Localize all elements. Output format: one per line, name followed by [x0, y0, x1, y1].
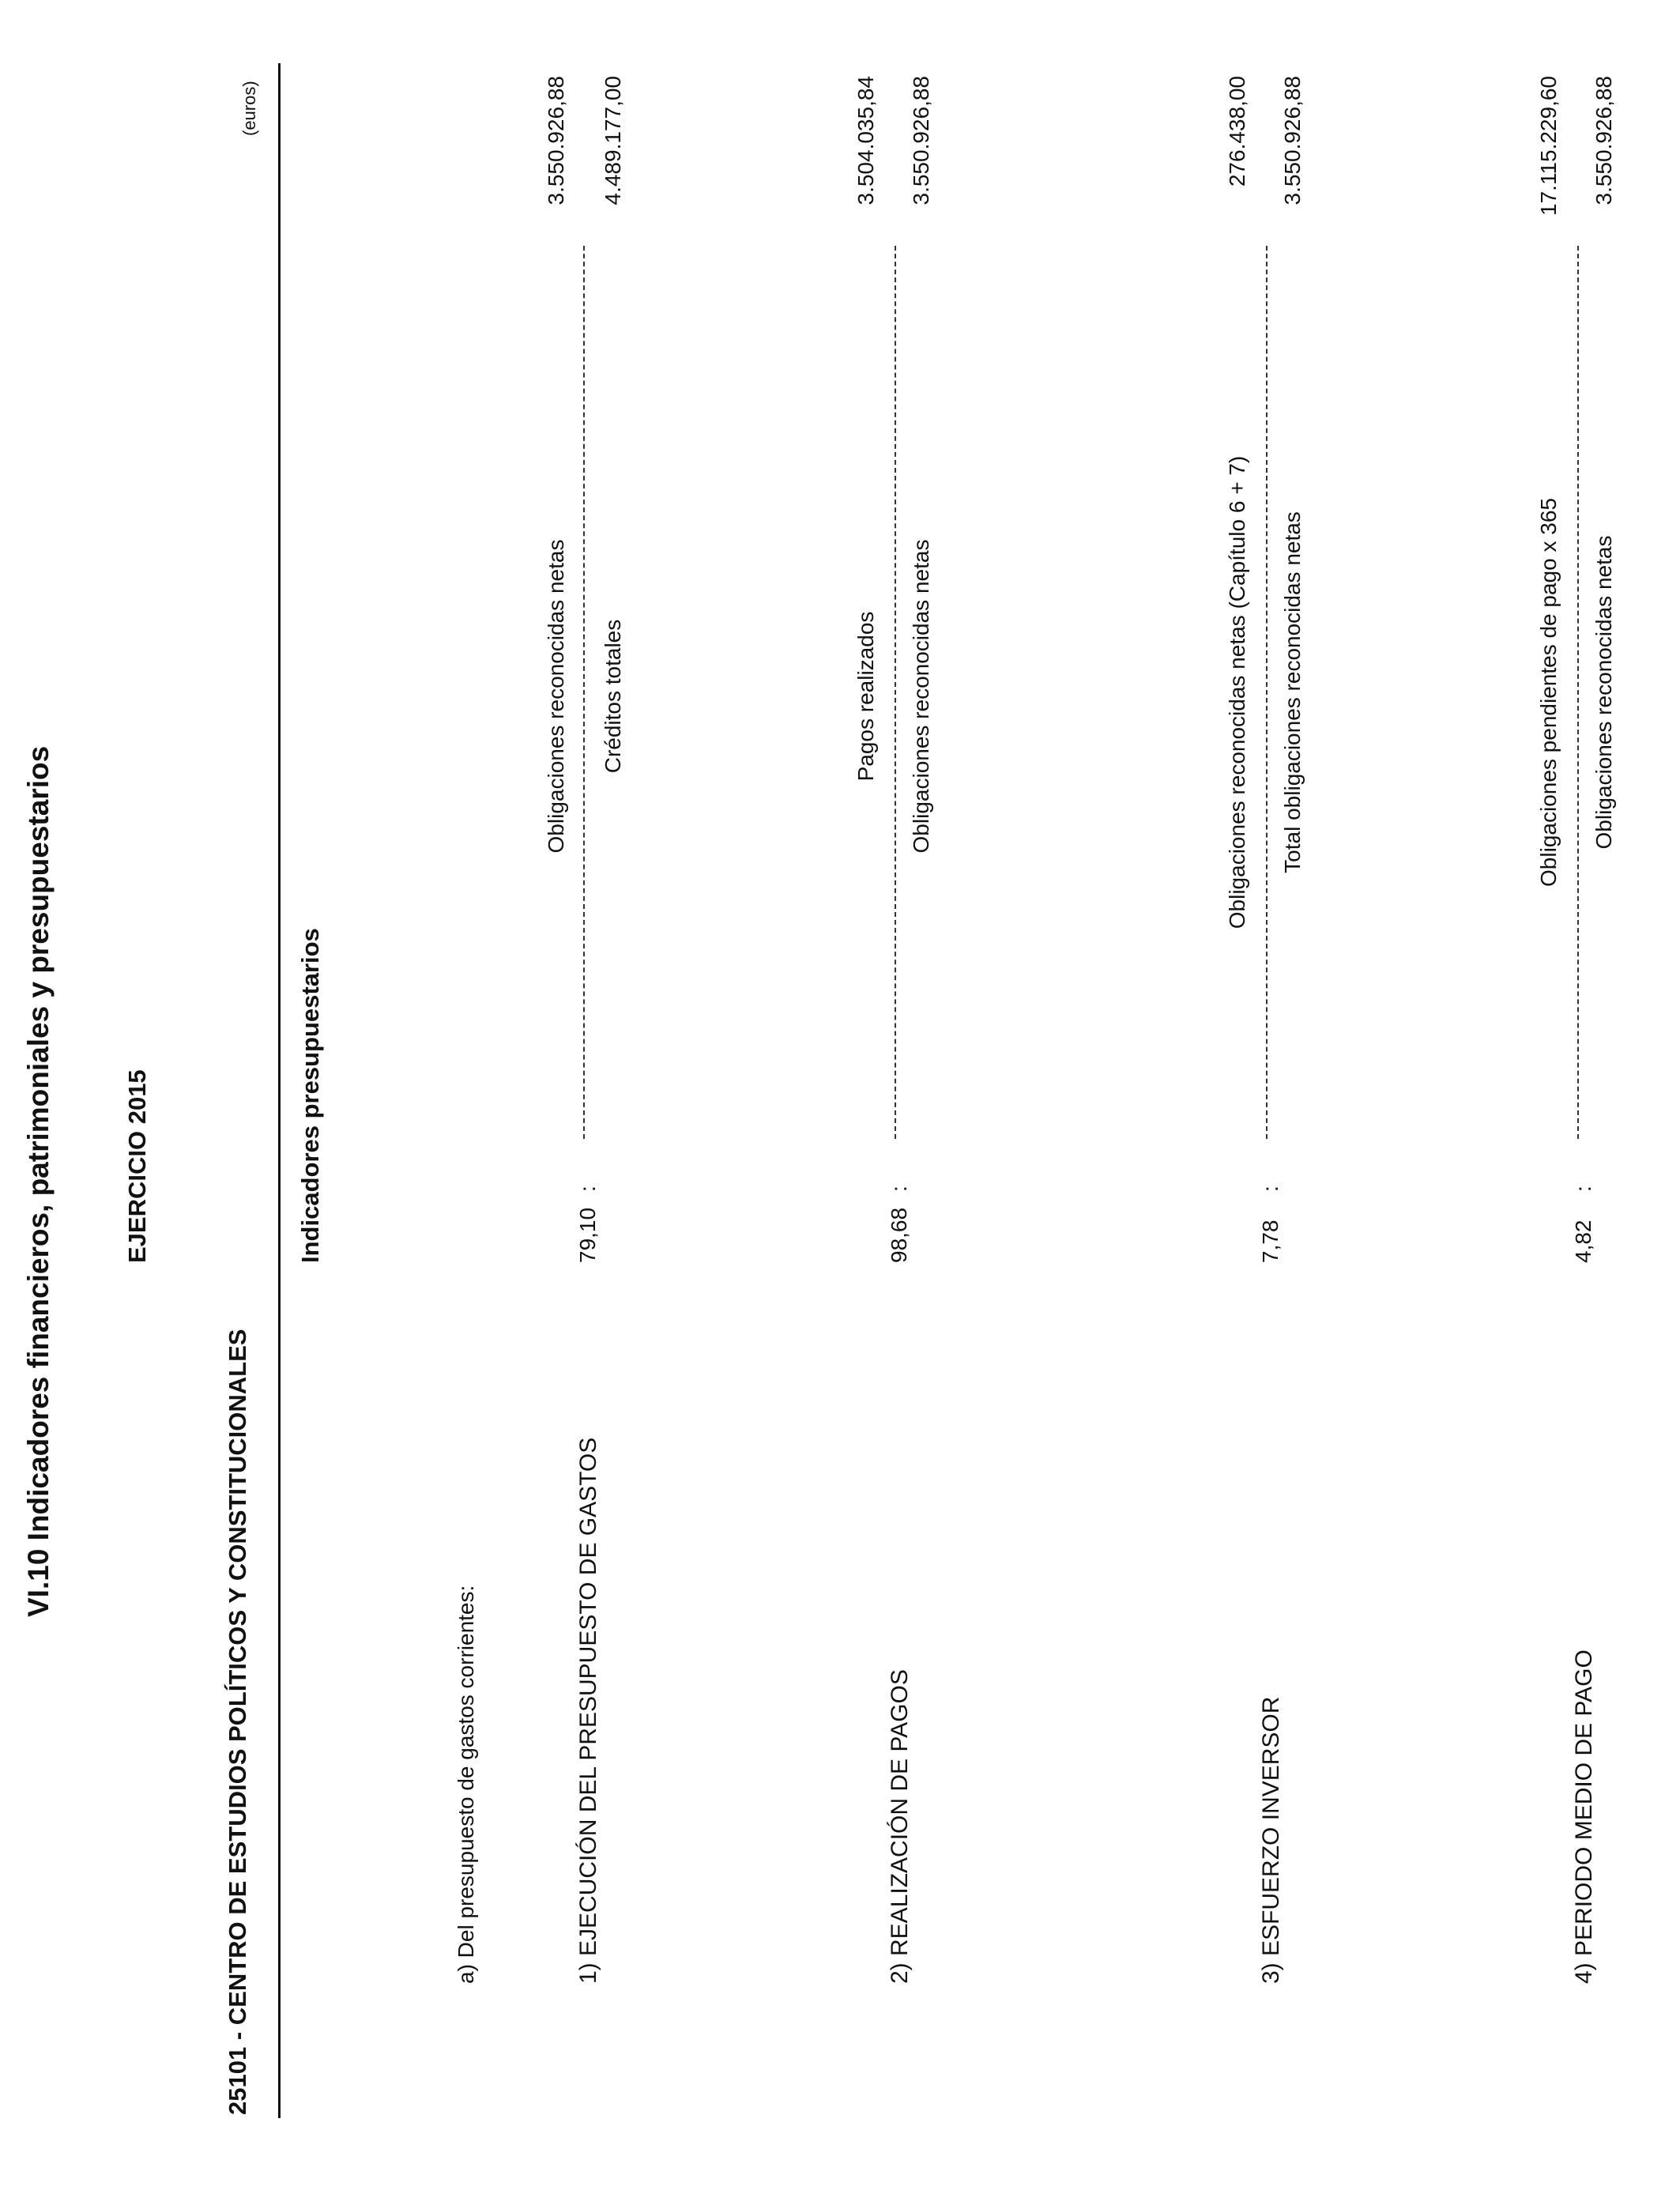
indicator-value: 7,78 [1258, 1220, 1283, 1263]
denominator-label: Total obligaciones reconocidas netas [1280, 511, 1305, 873]
indicator-label: 1) EJECUCIÓN DEL PRESUPUESTO DE GASTOS [575, 1437, 601, 1984]
numerator-amount: 3.504.035,84 [853, 76, 878, 205]
denominator-amount: 3.550.926,88 [909, 76, 933, 205]
report-main-title: VI.10 Indicadores financieros, patrimoniales y presupuestarios [22, 745, 55, 1617]
fraction-line [583, 246, 585, 1139]
indicator-label: 3) ESFUERZO INVERSOR [1258, 1696, 1284, 1984]
numerator-label: Obligaciones reconocidas netas (Capítulo 6 + 7) [1225, 455, 1249, 929]
fraction-line [895, 246, 896, 1139]
indicator-label: 4) PERIODO MEDIO DE PAGO [1571, 1649, 1597, 1984]
numerator-label: Obligaciones pendientes de pago x 365 [1536, 498, 1561, 887]
entity-title: 25101 - CENTRO DE ESTUDIOS POLÍTICOS Y CONSTITUCIONALES [224, 1329, 251, 2115]
section-title: Indicadores presupuestarios [296, 928, 324, 1263]
subsection-heading: a) Del presupuesto de gastos corrientes: [454, 1585, 478, 1984]
indicator-label: 2) REALIZACIÓN DE PAGOS [887, 1669, 913, 1984]
indicator-value: 79,10 [575, 1207, 600, 1263]
units-label: (euros) [239, 81, 259, 136]
numerator-amount: 17.115.229,60 [1536, 76, 1561, 216]
denominator-label: Obligaciones reconocidas netas [1591, 535, 1616, 850]
numerator-label: Obligaciones reconocidas netas [544, 539, 568, 854]
fraction-line [1577, 246, 1579, 1139]
numerator-label: Pagos realizados [853, 611, 878, 782]
numerator-amount: 3.550.926,88 [544, 76, 568, 205]
denominator-amount: 3.550.926,88 [1280, 76, 1305, 205]
fraction-line [1266, 246, 1268, 1139]
indicator-colon: : [887, 1186, 911, 1192]
indicator-value: 4,82 [1571, 1220, 1595, 1263]
denominator-label: Créditos totales [601, 619, 625, 774]
indicator-colon: : [575, 1186, 600, 1192]
numerator-amount: 276.438,00 [1225, 76, 1249, 187]
indicator-colon: : [1571, 1186, 1595, 1192]
indicator-value: 98,68 [887, 1207, 911, 1263]
header-rule [278, 63, 281, 2118]
denominator-amount: 3.550.926,88 [1591, 76, 1616, 205]
denominator-amount: 4.489.177,00 [601, 76, 625, 205]
indicator-colon: : [1258, 1186, 1283, 1192]
exercise-title: EJERCICIO 2015 [123, 1069, 151, 1263]
denominator-label: Obligaciones reconocidas netas [909, 539, 933, 854]
